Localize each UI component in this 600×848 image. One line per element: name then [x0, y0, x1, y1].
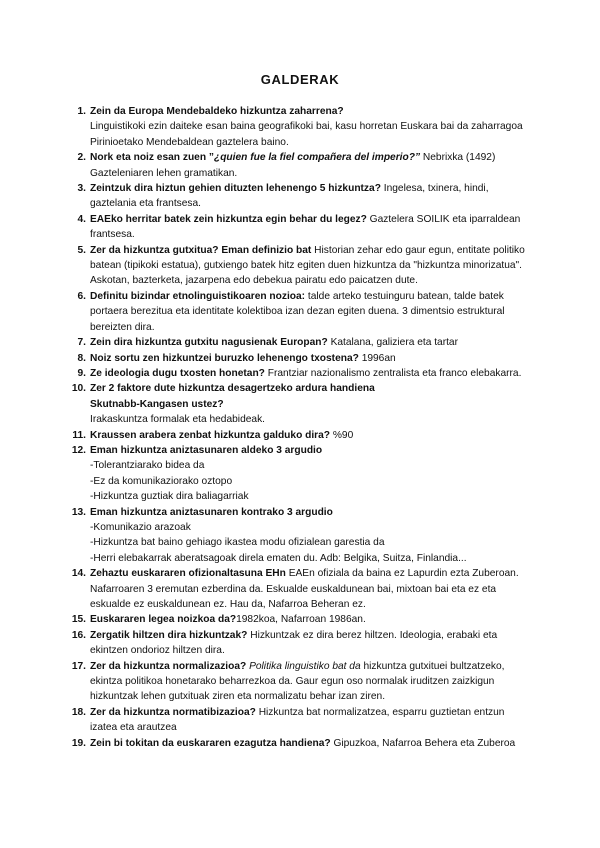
item-number: 4. — [77, 213, 86, 225]
question-text: Kraussen arabera zenbat hizkuntza galduko dira? — [90, 429, 331, 441]
question-text-line-1: Zer 2 faktore dute hizkuntza desagertzeko ardura handiena — [90, 383, 375, 395]
answer-line-3: -Hizkuntza guztiak dira baliagarriak — [90, 491, 249, 503]
list-item — [71, 612, 530, 627]
question-quote: ¿quien fue la fiel compañera del imperio?” — [213, 152, 421, 164]
answer-text: Hizkuntza bat normalizatzea, esparru guztietan entzun izatea eta arautzea — [90, 706, 505, 734]
question-text: EAEko herritar batek zein hizkuntza egin behar du legez? — [90, 213, 367, 225]
item-number: 17. — [71, 660, 86, 672]
question-text: Eman hizkuntza aniztasunaren kontrako 3 argudio — [90, 506, 333, 518]
list-item — [77, 150, 530, 181]
answer-line-1: -Komunikazio arazoak — [90, 521, 191, 533]
question-text: Euskararen legea noizkoa da? — [90, 614, 237, 626]
page-title: GALDERAK — [260, 72, 340, 87]
list-item — [77, 351, 530, 366]
item-number: 5. — [77, 244, 86, 256]
list-item — [77, 289, 530, 335]
answer-italic: Politika linguistiko bat da — [246, 660, 361, 672]
list-item — [77, 243, 530, 289]
item-number: 13. — [71, 506, 86, 518]
item-number: 1. — [77, 106, 86, 117]
answer-text: Historian zehar edo gaur egun, entitate politiko batean (tipikoki estatua), gutxiengo batek hitz egiten duen hizkuntza da "hizkuntza minorizatua". Askotan, bazterketa, jazarpena edo debekua pairatu edo paicatzen dute. — [90, 244, 525, 287]
answer-line-3: -Herri elebakarrak aberatsagoak direla ematen du. Adb: Belgika, Suitza, Finlandia... — [90, 552, 467, 564]
list-item — [71, 659, 530, 705]
item-number: 7. — [77, 337, 86, 349]
answer-text: EAEn ofiziala da baina ez Lapurdin ezta Zuberoan. Nafarroaren 3 eremutan ezberdina da. Eskualde euskaldunean bai, mixtoan bai eta ez eta eskualde ez euskaldunean ez. Hau da, Nafarroa Beheran ez. — [90, 568, 519, 610]
answer-text: Irakaskuntza formalak eta hedabideak. — [90, 414, 265, 426]
question-text: Definitu bizindar etnolinguistikoaren nozioa: — [90, 290, 306, 302]
list-item — [71, 736, 530, 751]
list-item — [77, 366, 530, 381]
answer-text: Frantziar nazionalismo zentralista eta franco elebakarra. — [264, 367, 522, 379]
answer-text: Linguistikoki ezin daiteke esan baina geografikoki bai, kasu horretan Euskara bai da zaharragoa Pirinioetako Mendebaldean gaztelera baino. — [90, 121, 523, 148]
question-text-line-2: Skutnabb-Kangasen ustez? — [90, 398, 224, 410]
answer-text: Hizkuntzak ez dira berez hiltzen. Ideologia, erabaki eta ekintzen ondorioz hiltzen dira. — [90, 629, 498, 657]
list-item — [71, 705, 530, 736]
question-text: Zein da Europa Mendebaldeko hizkuntza zaharrena? — [90, 106, 344, 117]
item-number: 6. — [77, 290, 86, 302]
list-item — [71, 505, 530, 567]
item-number: 16. — [71, 629, 86, 641]
answer-text: 1996an — [358, 352, 396, 364]
list-item — [71, 628, 530, 659]
answer-text: talde arteko testuinguru batean, talde batek portaera berezitua eta identitate kolektiboa izan dezan egiten duena. 3 dimentsio estruktural bereizten dira. — [90, 290, 505, 333]
item-number: 9. — [77, 367, 86, 379]
question-text: Zergatik hiltzen dira hizkuntzak? — [90, 629, 248, 641]
question-text: Nork eta noiz esan zuen ” — [90, 152, 214, 164]
question-text: Zer da hizkuntza normatibizazioa? — [90, 706, 256, 718]
question-text: Zein dira hizkuntza gutxitu nagusienak Europan? — [90, 337, 328, 349]
answer-text: hizkuntza gutxituei bultzatzeko, ekintza politikoa honetarako beharrezkoa da. Gaur egun oso normalak iruditzen zaizkigun hizkuntzak lehen gutxituak ziren eta normalizatu behar izan ziren. — [90, 660, 505, 703]
answer-text: Ingelesa, txinera, hindi, gaztelania eta frantsesa. — [90, 183, 489, 210]
answer-text: 1982koa, Nafarroan 1986an. — [236, 614, 366, 626]
item-number: 15. — [71, 614, 86, 626]
item-number: 18. — [71, 706, 86, 718]
list-item — [72, 428, 530, 443]
answer-text: Gipuzkoa, Nafarroa Behera eta Zuberoa — [330, 737, 516, 749]
list-item — [77, 181, 530, 212]
questions-list — [71, 104, 530, 751]
item-number: 2. — [77, 152, 86, 164]
list-item — [71, 443, 530, 505]
item-number: 19. — [71, 737, 86, 749]
answer-line-2: -Ez da komunikaziorako oztopo — [90, 475, 233, 487]
item-number: 11. — [72, 429, 86, 441]
list-item — [77, 212, 530, 243]
list-item — [71, 381, 530, 427]
question-text: Zein bi tokitan da euskararen ezagutza handiena? — [90, 737, 331, 749]
question-text: Zer da hizkuntza gutxitua? Eman definizio bat — [90, 244, 312, 256]
question-text: Eman hizkuntza aniztasunaren aldeko 3 argudio — [90, 444, 323, 456]
list-item — [77, 104, 530, 150]
item-number: 12. — [71, 444, 86, 456]
item-number: 10. — [71, 383, 86, 395]
item-number: 3. — [77, 183, 86, 195]
answer-text: Katalana, galiziera eta tartar — [327, 337, 458, 349]
answer-text: %90 — [330, 429, 354, 441]
list-item — [71, 566, 530, 612]
answer-text: Gaztelera SOILIK eta iparraldean frantsesa. — [90, 213, 521, 241]
question-text: Noiz sortu zen hizkuntzei buruzko lehenengo txostena? — [90, 352, 359, 364]
question-text: Zeintzuk dira hiztun gehien dituzten lehenengo 5 hizkuntza? — [90, 183, 381, 195]
item-number: 14. — [71, 568, 86, 580]
answer-text: Nebrixka (1492) Gazteleniaren lehen gramatikan. — [90, 152, 496, 179]
item-number: 8. — [77, 352, 86, 364]
answer-line-2: -Hizkuntza bat baino gehiago ikastea modu ofizialean garestia da — [90, 537, 385, 549]
question-text: Ze ideologia dugu txosten honetan? — [90, 367, 265, 379]
answer-line-1: -Tolerantziarako bidea da — [90, 460, 205, 472]
list-item — [77, 335, 530, 350]
question-text: Zehaztu euskararen ofizionaltasuna EHn — [90, 568, 286, 580]
question-text: Zer da hizkuntza normalizazioa? — [90, 660, 247, 672]
